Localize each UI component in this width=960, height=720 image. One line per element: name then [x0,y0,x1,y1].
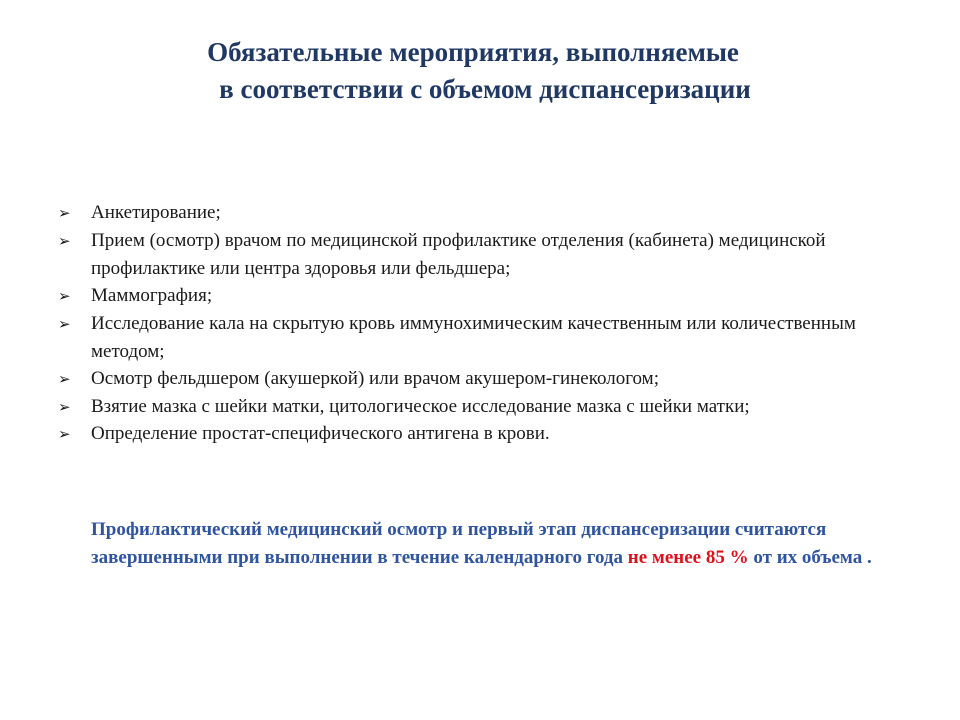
list-item-text: Взятие мазка с шейки матки, цитологическое исследование мазка с шейки матки; [91,395,750,417]
completion-note-text: Профилактический медицинский осмотр и первый этап диспансеризации считаются завершенными при выполнении в течение календарного года [91,519,827,568]
list-item-text: Исследование кала на скрытую кровь иммунохимическим качественным или количественным методом; [91,312,856,362]
arrowhead-bullet-icon: ➢ [58,425,71,443]
list-item [58,365,918,393]
arrowhead-bullet-icon: ➢ [58,287,71,305]
list-item-text: Маммография; [91,285,213,306]
arrowhead-bullet-icon: ➢ [58,370,71,388]
slide-title-line-1: Обязательные мероприятия, выполняемые [207,37,739,67]
list-item [58,282,918,310]
slide-title-line-2: в соответствии с объемом диспансеризации [219,74,751,104]
arrowhead-bullet-icon: ➢ [58,231,71,250]
completion-note-tail: от их объема . [748,547,872,568]
slide-title [0,34,960,108]
arrowhead-bullet-icon: ➢ [58,204,71,222]
list-item [58,227,918,283]
list-item [58,420,918,448]
measures-list [58,199,918,448]
list-item-text: Прием (осмотр) врачом по медицинской профилактике отделения (кабинета) медицинской профилактике или центра здоровья или фельдшера; [91,229,826,279]
list-item-text: Определение простат-специфического антигена в крови. [91,423,550,444]
list-item [58,310,918,366]
completion-note [91,516,931,572]
list-item [58,393,918,421]
list-item-text: Осмотр фельдшером (акушеркой) или врачом акушером-гинекологом; [91,368,659,389]
list-item-text: Анкетирование; [91,202,221,223]
arrowhead-bullet-icon: ➢ [58,314,71,333]
arrowhead-bullet-icon: ➢ [58,397,71,416]
completion-threshold-highlight: не менее 85 % [627,547,749,568]
list-item [58,199,918,227]
